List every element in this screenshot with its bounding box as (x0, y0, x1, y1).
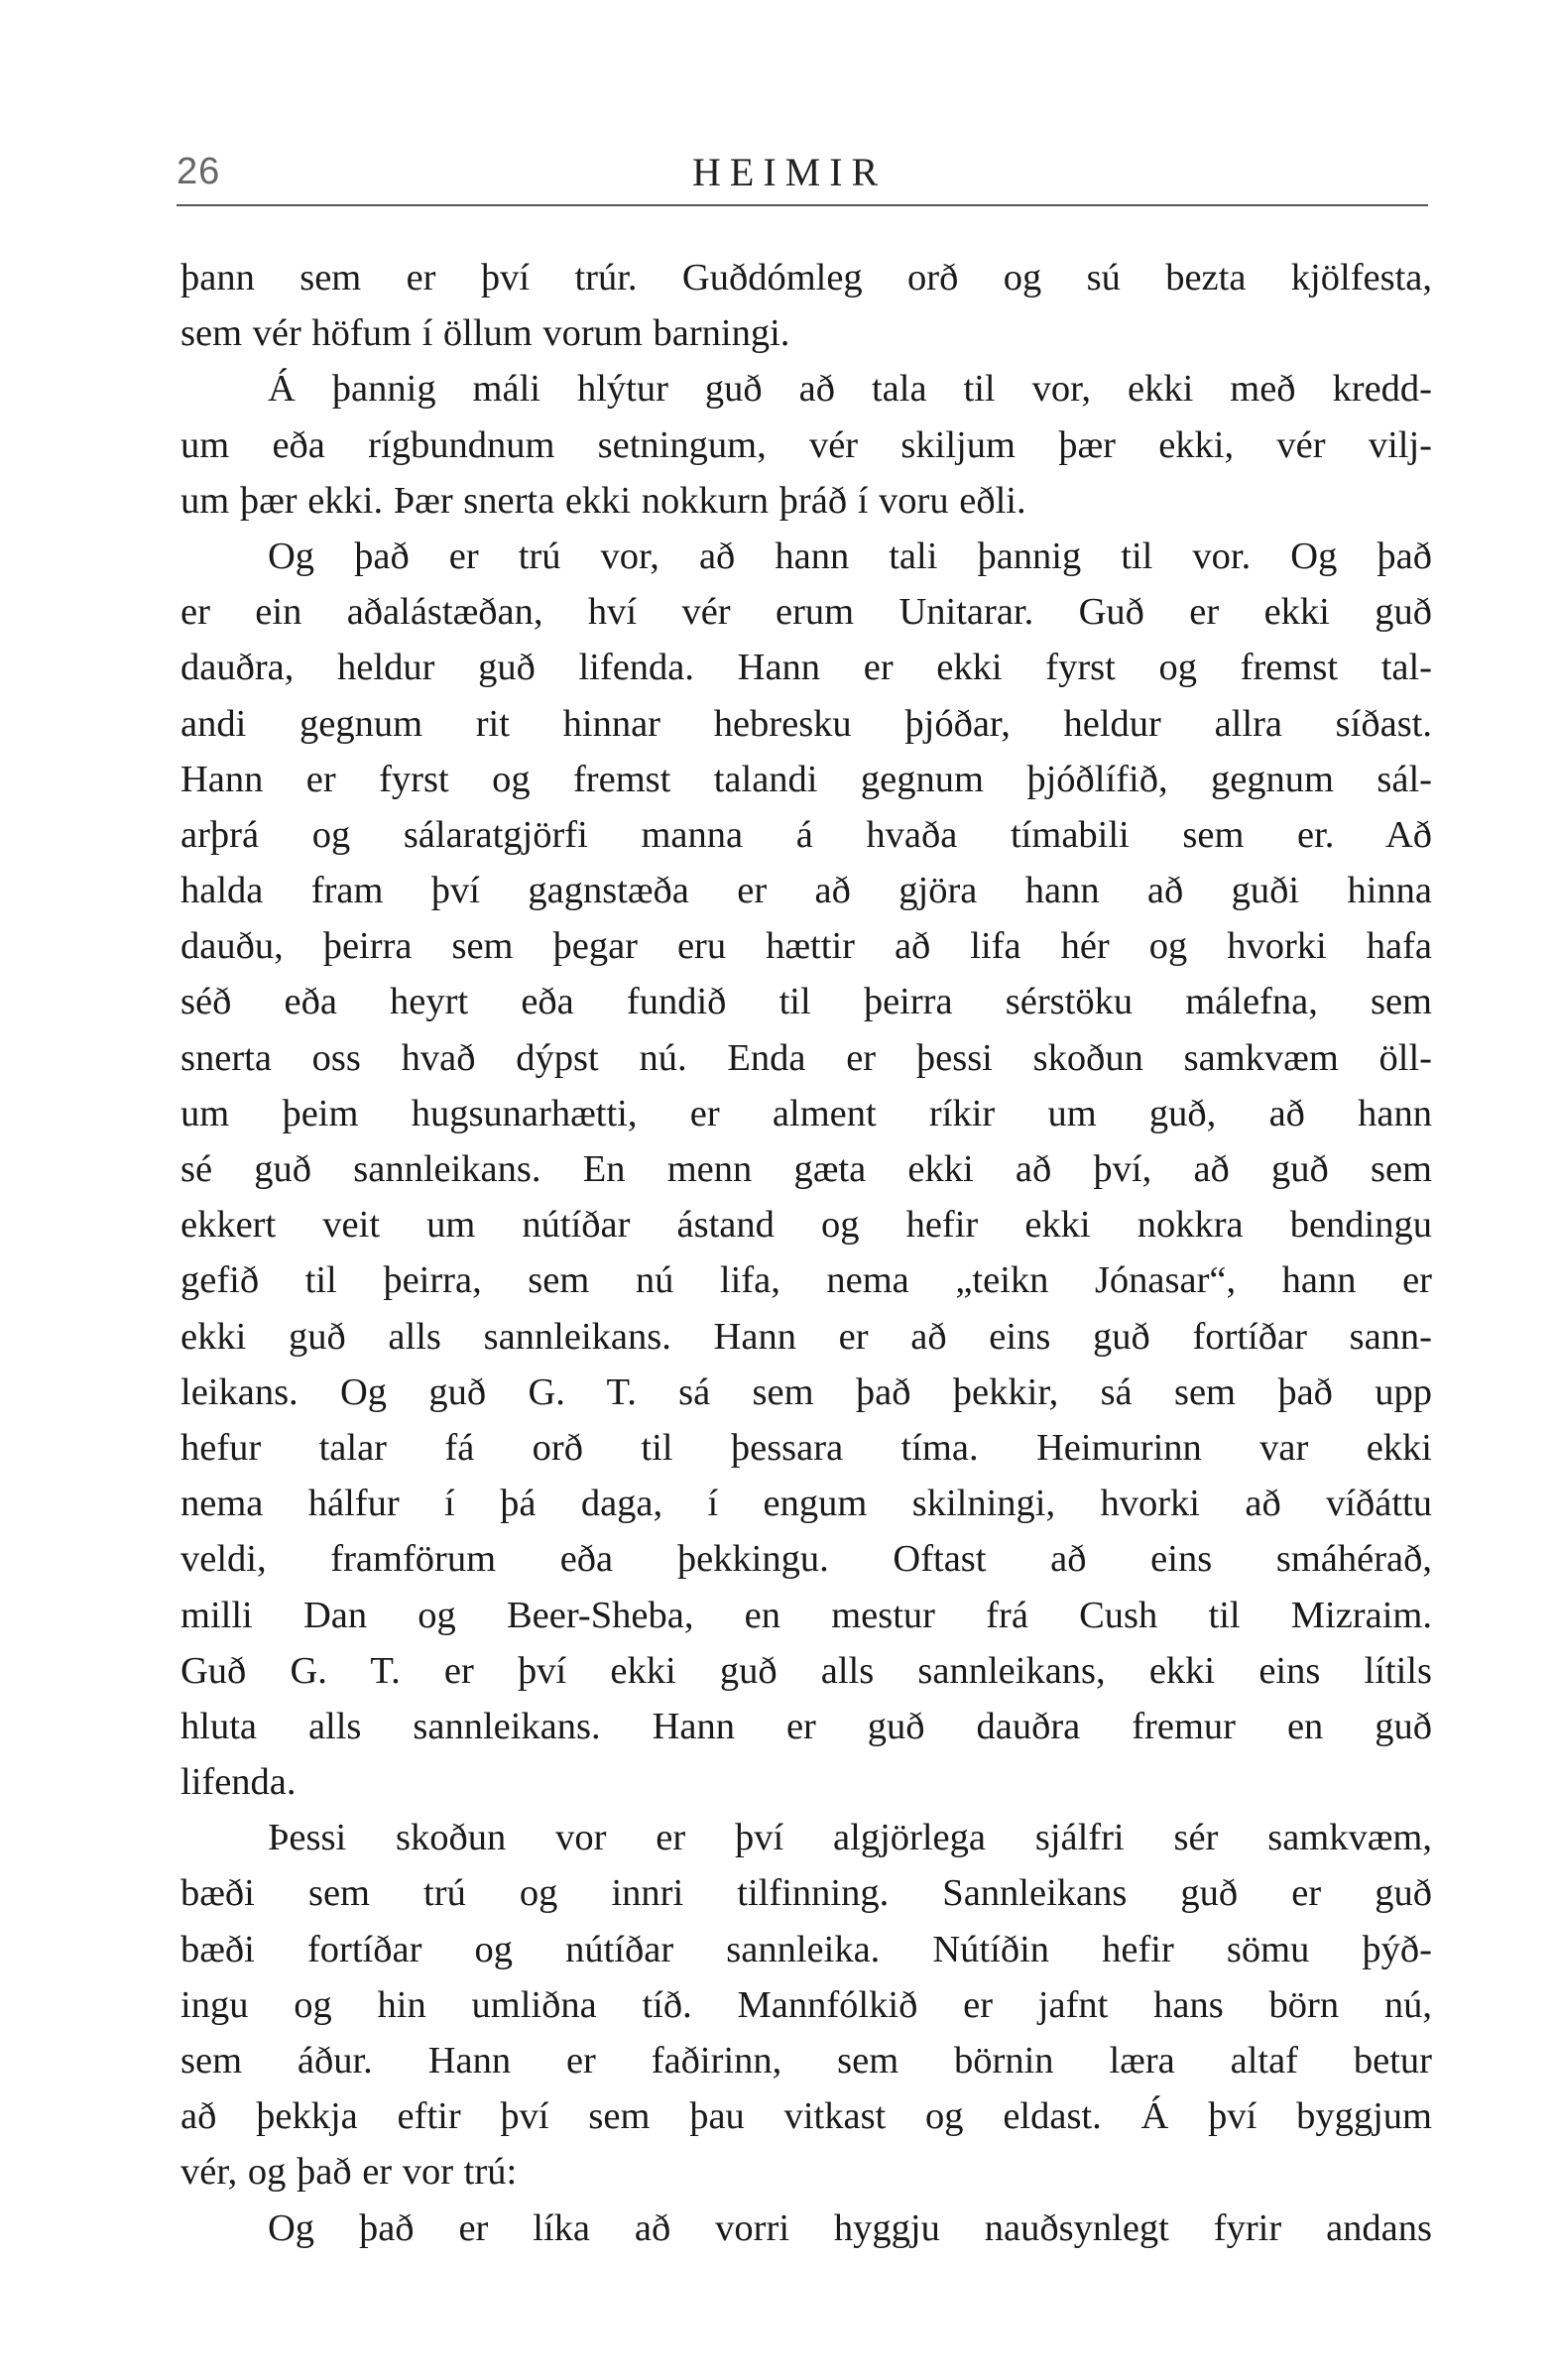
text-line: arþrá og sálaratgjörfi manna á hvaða tímabili sem er. Að (180, 813, 1432, 856)
text-line: um þær ekki. Þær snerta ekki nokkurn þráð í voru eðli. (180, 479, 1026, 522)
text-line: Og það er líka að vorri hyggju nauðsynlegt fyrir andans (268, 2206, 1432, 2249)
text-line: ekkert veit um nútíðar ástand og hefir ekki nokkra bendingu (180, 1204, 1432, 1247)
text-line: að þekkja eftir því sem þau vitkast og eldast. Á því byggjum (180, 2095, 1432, 2138)
text-line: milli Dan og Beer-Sheba, en mestur frá Cush til Mizraim. (180, 1594, 1432, 1636)
text-line: ingu og hin umliðna tíð. Mannfólkið er jafnt hans börn nú, (180, 1983, 1432, 2026)
header-rule (177, 204, 1428, 206)
running-title: HEIMIR (692, 150, 888, 194)
text-line: dauðu, þeirra sem þegar eru hættir að lifa hér og hvorki hafa (180, 925, 1432, 968)
text-line: bæði sem trú og innri tilfinning. Sannleikans guð er guð (180, 1872, 1432, 1915)
text-line: sé guð sannleikans. En menn gæta ekki að því, að guð sem (180, 1148, 1432, 1190)
text-line: gefið til þeirra, sem nú lifa, nema „teikn Jónasar“, hann er (180, 1259, 1432, 1302)
text-line: er ein aðalástæðan, hví vér erum Unitarar. Guð er ekki guð (180, 591, 1432, 634)
text-line: sem áður. Hann er faðirinn, sem börnin læra altaf betur (180, 2040, 1432, 2082)
text-line: halda fram því gagnstæða er að gjöra hann að guði hinna (180, 870, 1432, 912)
text-line: andi gegnum rit hinnar hebresku þjóðar, heldur allra síðast. (180, 702, 1432, 745)
text-line: Á þannig máli hlýtur guð að tala til vor, ekki með kredd- (268, 368, 1432, 411)
text-line: Guð G. T. er því ekki guð alls sannleikans, ekki eins lítils (180, 1649, 1432, 1692)
text-line: þann sem er því trúr. Guðdómleg orð og sú bezta kjölfesta, (180, 257, 1432, 298)
text-line: lifenda. (180, 1761, 297, 1804)
text-line: um eða rígbundnum setningum, vér skiljum þær ekki, vér vilj- (180, 423, 1432, 466)
text-line: hefur talar fá orð til þessara tíma. Heimurinn var ekki (180, 1426, 1432, 1469)
text-line: Hann er fyrst og fremst talandi gegnum þjóðlífið, gegnum sál- (180, 758, 1432, 800)
text-line: snerta oss hvað dýpst nú. Enda er þessi skoðun samkvæm öll- (180, 1036, 1432, 1079)
text-line: vér, og það er vor trú: (180, 2151, 518, 2194)
text-line: Þessi skoðun vor er því algjörlega sjálfri sér samkvæm, (268, 1817, 1432, 1859)
page-number: 26 (177, 151, 221, 192)
text-line: sem vér höfum í öllum vorum barningi. (180, 312, 790, 355)
text-line: nema hálfur í þá daga, í engum skilningi, hvorki að víðáttu (180, 1483, 1432, 1525)
text-line: leikans. Og guð G. T. sá sem það þekkir, sá sem það upp (180, 1370, 1432, 1413)
body-text (180, 250, 1432, 2256)
text-line: ekki guð alls sannleikans. Hann er að eins guð fortíðar sann- (180, 1315, 1432, 1358)
text-line: dauðra, heldur guð lifenda. Hann er ekki fyrst og fremst tal- (180, 647, 1432, 689)
text-line: bæði fortíðar og nútíðar sannleika. Nútíðin hefir sömu þýð- (180, 1928, 1432, 1970)
page-header (177, 147, 1426, 206)
text-line: séð eða heyrt eða fundið til þeirra sérstöku málefna, sem (180, 981, 1432, 1023)
text-line: veldi, framförum eða þekkingu. Oftast að eins smáhérað, (180, 1538, 1432, 1581)
text-line: um þeim hugsunarhætti, er alment ríkir um guð, að hann (180, 1092, 1432, 1134)
text-line: hluta alls sannleikans. Hann er guð dauðra fremur en guð (180, 1705, 1432, 1747)
text-line: Og það er trú vor, að hann tali þannig til vor. Og það (268, 535, 1432, 577)
